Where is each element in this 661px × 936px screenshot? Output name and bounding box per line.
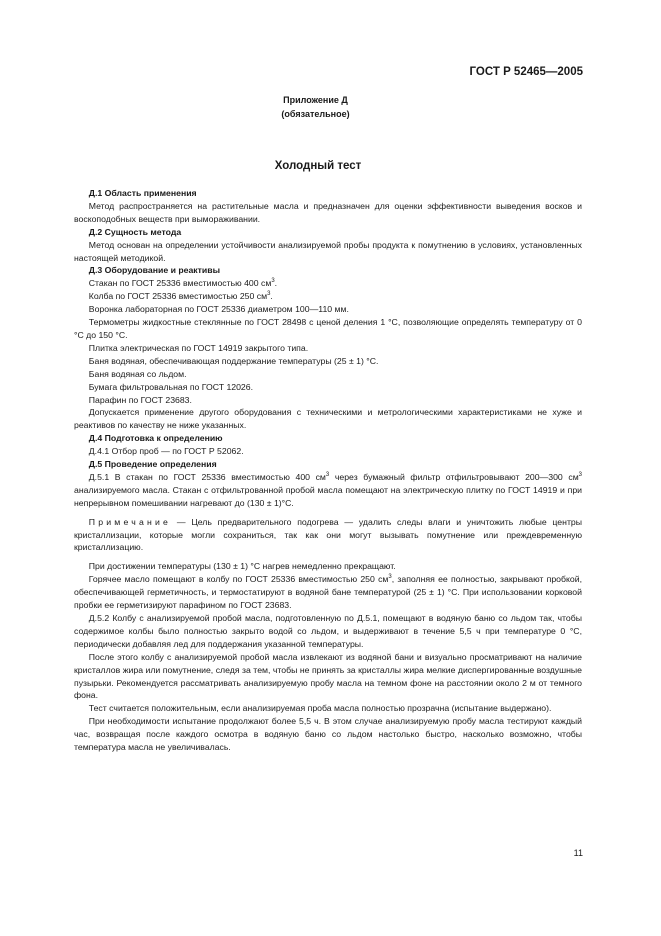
- annex-header: [0, 93, 631, 121]
- paragraph: Д.5.1 В стакан по ГОСТ 25336 вместимостью 400 $см^3$ через бумажный фильтр отфильтровывают 200—300 $см^3$ анализируемого масла. Стакан с отфильтрованной пробой масла помещают на электрическую плитку по ГОСТ 14919 и при непрерывном помешивании нагревают до (130 ± 1)°С.: [74, 471, 583, 508]
- document-title: Холодный тест: [274, 160, 362, 172]
- equipment-item: Баня водяная, обеспечивающая поддержание температуры (25 ± 1) °С.: [88, 355, 379, 366]
- equipment-item: Термометры жидкостные стеклянные по ГОСТ 28498 с ценой деления 1 °С, позволяющие определять температуру от 0 °С до 150 °С.: [74, 317, 582, 340]
- section-heading-d4: Д.4 Подготовка к определению: [88, 433, 223, 444]
- equipment-item: Стакан по ГОСТ 25336 вместимостью 400 $см^3$.: [88, 278, 278, 289]
- paragraph: Д.5.2 Колбу с анализируемой пробой масла, подготовленную по Д.5.1, помещают в водяную баню со льдом так, чтобы содержимое колбы было полностью закрыто водой со льдом, и выдерживают в течение 5,5 ч при температуре 0 °С, периодически добавляя лед для поддержания указанной температуры.: [74, 613, 582, 649]
- document-body: [74, 187, 582, 754]
- equipment-item: Колба по ГОСТ 25336 вместимостью 250 $см^3$.: [88, 291, 273, 302]
- note: [74, 516, 582, 555]
- page-number: 11: [573, 848, 583, 858]
- equipment-item: Воронка лабораторная по ГОСТ 25336 диаметром 100—110 мм.: [88, 304, 349, 315]
- note-text: — Цель предварительного подогрева — удалить следы влаги и уничтожить любые центры кристаллизации, которые могли сохраниться, так как они могут вызывать помутнение или преждевременную кристаллизацию.: [74, 516, 582, 553]
- section-heading-d5: Д.5 Проведение определения: [88, 459, 217, 470]
- paragraph: Д.4.1 Отбор проб — по ГОСТ Р 52062.: [88, 446, 244, 457]
- paragraph: Допускается применение другого оборудования с техническими и метрологическими характеристиками не хуже и реактивов по качеству не ниже указанных.: [74, 407, 582, 431]
- equipment-item: Бумага фильтровальная по ГОСТ 12026.: [88, 381, 254, 392]
- paragraph: При необходимости испытание продолжают более 5,5 ч. В этом случае анализируемую пробу масла тестируют каждый час, возвращая после каждого осмотра в водяную баню со льдом настолько быстро, насколько возможно, чтобы температура масла не увеличивалась.: [74, 716, 582, 753]
- paragraph: Тест считается положительным, если анализируемая проба масла полностью прозрачна (испытание выдержано).: [88, 703, 552, 714]
- annex-name: Приложение Д: [283, 95, 348, 105]
- paragraph: При достижении температуры (130 ± 1) °С нагрев немедленно прекращают.: [88, 561, 396, 572]
- section-heading-d1: Д.1 Область применения: [88, 188, 197, 198]
- paragraph: Горячее масло помещают в колбу по ГОСТ 25336 вместимостью 250 $см^3$, заполняя ее полностью, закрывают пробкой, обеспечивающей герметичность, и термостатируют в водяной бане температурой (25 ± 1) °С. При использовании корковой пробки ее герметизируют парафином по ГОСТ 23683.: [74, 574, 582, 611]
- paragraph: Метод распространяется на растительные масла и предназначен для оценки эффективности выведения восков и воскоподобных веществ при вымораживании.: [74, 200, 582, 224]
- note-label: Примечание: [88, 516, 172, 527]
- paragraph: Метод основан на определении устойчивости анализируемой пробы продукта к помутнению в условиях, установленных настоящей методикой.: [74, 239, 582, 263]
- section-heading-d2: Д.2 Сущность метода: [88, 226, 182, 237]
- annex-status: (обязательное): [281, 109, 350, 119]
- section-heading-d3: Д.3 Оборудование и реактивы: [88, 265, 221, 276]
- standard-code: ГОСТ Р 52465—2005: [469, 66, 583, 78]
- equipment-item: Плитка электрическая по ГОСТ 14919 закрытого типа.: [88, 342, 309, 353]
- paragraph: После этого колбу с анализируемой пробой масла извлекают из водяной бани и визуально просматривают на наличие кристаллов жира или помутнение, следя за тем, чтобы не принять за кристаллы жира мелкие диспергированные воздушные пузырьки. Рекомендуется рассматривать анализируемую пробу масла на темном фоне на расстоянии около 2 м от темного фона.: [74, 651, 582, 701]
- equipment-item: Парафин по ГОСТ 23683.: [88, 394, 192, 405]
- equipment-item: Баня водяная со льдом.: [88, 368, 187, 379]
